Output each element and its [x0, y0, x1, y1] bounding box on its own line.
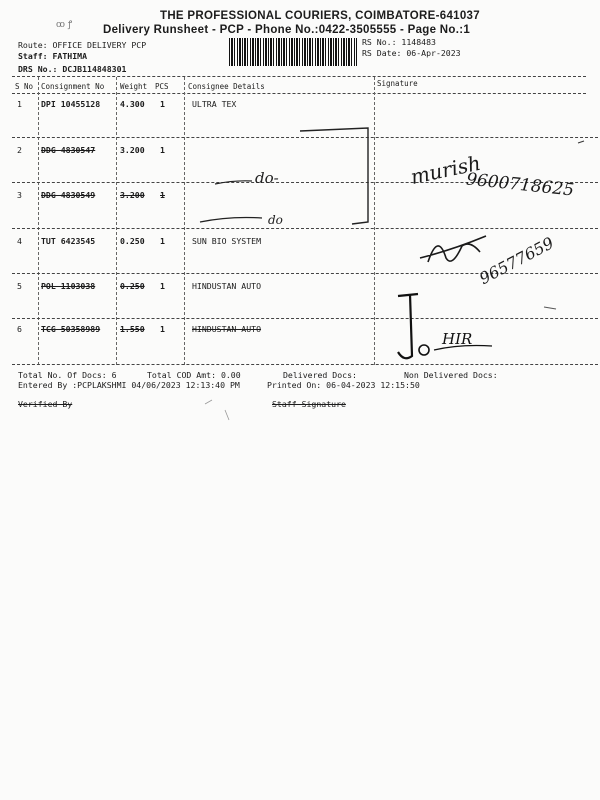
drs-number: DRS No.: DCJB114848301	[18, 64, 127, 74]
row3-sno: 3	[17, 190, 22, 200]
handwritten-ditto-2: do	[268, 213, 283, 227]
handwritten-phone: 9600718625	[465, 169, 575, 201]
row3-consignment: DDG 4830549	[41, 190, 96, 200]
row1-pcs: 1	[160, 99, 165, 109]
row6-consignment: TCG 50358989	[41, 324, 101, 334]
ink-smudge: ꝏ ꝭ	[56, 20, 73, 30]
row5-sno: 5	[17, 281, 22, 291]
entered-by: Entered By :PCPLAKSHMI 04/06/2023 12:13:40 PM	[18, 380, 240, 390]
handwritten-name: murish	[408, 150, 483, 189]
col-header-sno: S No	[15, 82, 34, 91]
handwritten-mark	[578, 141, 584, 143]
company-title: THE PROFESSIONAL COURIERS, COIMBATORE-641037	[160, 10, 480, 22]
col-header-weight: Weight	[120, 82, 148, 91]
staff-label: Staff: FATHIMA	[18, 51, 88, 61]
row2-consignment: DDG 4830547	[41, 145, 96, 155]
printed-on: Printed On: 06-04-2023 12:15:50	[267, 380, 420, 390]
handwritten-ditto-line	[200, 218, 262, 223]
total-cod: Total COD Amt: 0.00	[147, 370, 241, 380]
row5-consignee: HINDUSTAN AUTO	[192, 281, 262, 291]
handwritten-initials: HIR	[442, 330, 473, 348]
total-docs: Total No. Of Docs: 6	[18, 370, 117, 380]
row6-weight: 1.550	[120, 324, 145, 334]
row5-consignment: POL 1103038	[41, 281, 96, 291]
row3-weight: 3.200	[120, 190, 145, 200]
col-header-consignee: Consignee Details	[188, 82, 265, 91]
row3-pcs: 1	[160, 190, 165, 200]
row4-weight: 0.250	[120, 236, 145, 246]
row1-sno: 1	[17, 99, 22, 109]
row5-weight: 0.250	[120, 281, 145, 291]
rs-date: RS Date: 06-Apr-2023	[362, 48, 461, 58]
row2-weight: 3.200	[120, 145, 145, 155]
row6-consignee: HINDUSTAN AUTO	[192, 324, 262, 334]
row1-consignee: ULTRA TEX	[192, 99, 237, 109]
non-delivered-docs: Non Delivered Docs:	[404, 370, 498, 380]
row4-consignee: SUN BIO SYSTEM	[192, 236, 262, 246]
row6-pcs: 1	[160, 324, 165, 334]
row4-consignment: TUT 6423545	[41, 236, 96, 246]
row5-pcs: 1	[160, 281, 165, 291]
verified-by-label: Verified By	[18, 399, 73, 409]
handwritten-ditto-line	[215, 181, 252, 184]
col-header-pcs: PCS	[155, 82, 169, 91]
col-header-signature: Signature	[377, 79, 418, 88]
handwritten-bracket	[300, 128, 368, 224]
route-label: Route: OFFICE DELIVERY PCP	[18, 40, 147, 50]
row4-pcs: 1	[160, 236, 165, 246]
runsheet-title: Delivery Runsheet - PCP - Phone No.:0422-3505555 - Page No.:1	[103, 24, 471, 36]
handwritten-circle	[419, 345, 429, 355]
row2-sno: 2	[17, 145, 22, 155]
col-header-consignment: Consignment No	[41, 82, 105, 91]
handwritten-signature	[420, 236, 486, 262]
staff-signature-label: Staff Signature	[272, 399, 346, 409]
handwritten-ditto-1: do-	[255, 169, 279, 187]
row1-consignment: DPI 10455128	[41, 99, 101, 109]
row1-weight: 4.300	[120, 99, 145, 109]
row6-sno: 6	[17, 324, 22, 334]
handwritten-signature	[398, 294, 418, 358]
row4-sno: 4	[17, 236, 22, 246]
handwritten-mark	[544, 307, 556, 309]
stray-mark	[205, 400, 229, 420]
delivered-docs: Delivered Docs:	[283, 370, 357, 380]
handwritten-phone: 96577659	[476, 233, 557, 289]
row2-pcs: 1	[160, 145, 165, 155]
rs-number: RS No.: 1148483	[362, 37, 436, 47]
